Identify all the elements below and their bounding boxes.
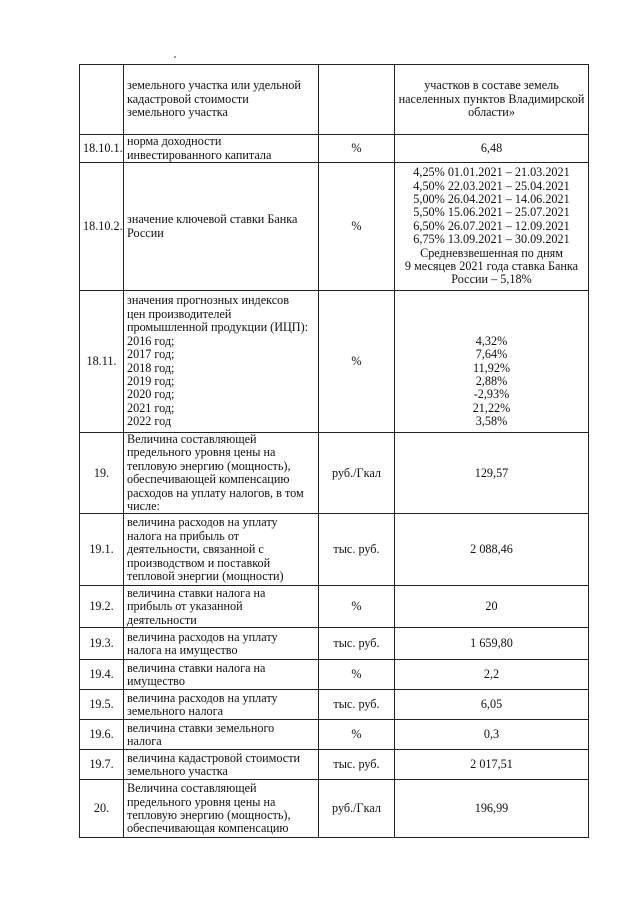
unit-cell: % [319, 135, 395, 163]
value-line: 1 659,80 [470, 636, 513, 651]
parameter-name-line: величина ставки налога на [127, 660, 266, 675]
scan-speck [174, 56, 176, 58]
value-line: -2,93% [473, 387, 510, 402]
value-line [398, 294, 585, 307]
parameter-name-line: 2017 год; [127, 347, 175, 362]
table-row [80, 65, 589, 135]
row-number: 19.4. [80, 660, 124, 690]
row-number: 19.5. [80, 690, 124, 720]
table-row [80, 660, 589, 690]
value-line: 2,88% [475, 373, 508, 388]
parameter-name-line: земельного участка [127, 105, 228, 120]
value-cell [395, 690, 589, 720]
table-row [80, 750, 589, 780]
value-cell [395, 433, 589, 514]
parameter-name-line: России [127, 225, 164, 240]
parameter-name [124, 660, 319, 690]
table-row [80, 780, 589, 838]
tariff-parameters-table [79, 64, 589, 838]
parameter-name-line: прибыль от указанной [127, 599, 243, 614]
parameter-name-line: инвестированного капитала [127, 147, 272, 162]
parameter-name [124, 65, 319, 135]
value-line: 9 месяцев 2021 года ставка Банка [404, 259, 579, 274]
parameter-name-line: величина расходов на уплату [127, 515, 278, 530]
value-line: 7,64% [475, 347, 508, 362]
value-line: 6,75% 13.09.2021 – 30.09.2021 [413, 232, 570, 247]
table-row [80, 514, 589, 586]
row-number: 19.7. [80, 750, 124, 780]
parameter-name [124, 291, 319, 433]
parameter-name-line: производством и поставкой [127, 555, 271, 570]
value-line: 21,22% [472, 400, 511, 415]
parameter-name-line: 2019 год; [127, 373, 175, 388]
value-line: 0,3 [483, 727, 500, 742]
value-line: Средневзвешенная по дням [420, 245, 563, 260]
value-line: 6,05 [480, 697, 503, 712]
value-line: 4,32% [475, 333, 508, 348]
parameter-name-line: норма доходности [127, 134, 222, 149]
parameter-name-line: 2021 год; [127, 400, 175, 415]
parameter-name-line: значения прогнозных индексов [127, 293, 290, 308]
value-line: 3,58% [475, 414, 508, 429]
parameter-name [124, 135, 319, 163]
parameter-name-line: значение ключевой ставки Банка [127, 212, 298, 227]
unit-cell: тыс. руб. [319, 750, 395, 780]
row-number: 18.10.1. [80, 135, 124, 163]
parameter-name-line: величина кадастровой стоимости [127, 750, 301, 765]
value-line: населенных пунктов Владимирской [398, 91, 585, 106]
parameter-name-line: величина ставки налога на [127, 585, 266, 600]
value-line: 20 [485, 599, 498, 614]
parameter-name-line: цен производителей [127, 306, 232, 321]
parameter-name-line: величина расходов на уплату [127, 629, 278, 644]
parameter-name-line: предельного уровня цены на [127, 445, 276, 460]
value-line: 6,48 [480, 140, 503, 155]
value-line: 2 017,51 [470, 757, 513, 772]
parameter-name [124, 750, 319, 780]
value-line: 6,50% 26.07.2021 – 12.09.2021 [413, 218, 570, 233]
row-number: 19.2. [80, 586, 124, 628]
table-row [80, 720, 589, 750]
table-row [80, 586, 589, 628]
table-body [80, 65, 589, 838]
table-row [80, 433, 589, 514]
value-cell [395, 163, 589, 291]
parameter-name-line: Величина составляющей [127, 432, 257, 446]
unit-cell: руб./Гкал [319, 433, 395, 514]
parameter-name-line: тепловую энергию (мощность), [127, 458, 291, 473]
value-line: 4,25% 01.01.2021 – 21.03.2021 [413, 165, 570, 180]
value-line: 5,00% 26.04.2021 – 14.06.2021 [413, 191, 570, 206]
parameter-name-line: предельного уровня цены на [127, 794, 276, 809]
parameter-name-line: кадастровой стоимости [127, 91, 249, 106]
parameter-name-line: имущество [127, 673, 185, 688]
parameter-name-line: налога на прибыль от [127, 528, 240, 543]
value-line [398, 308, 585, 321]
parameter-name-line: 2018 год; [127, 360, 175, 375]
table-row [80, 628, 589, 660]
value-cell [395, 628, 589, 660]
parameter-name-line: величина ставки земельного [127, 720, 275, 735]
parameter-name-line: промышленной продукции (ИЦП): [127, 320, 309, 335]
parameter-name [124, 163, 319, 291]
value-cell [395, 65, 589, 135]
parameter-name-line: деятельности [127, 612, 197, 627]
parameter-name [124, 720, 319, 750]
parameter-name-line: обеспечивающей компенсацию [127, 472, 290, 487]
parameter-name [124, 433, 319, 514]
parameter-name-line: тепловой энергии (мощности) [127, 569, 284, 584]
value-line: 2,2 [483, 667, 500, 682]
parameter-name-line: 2020 год; [127, 387, 175, 402]
parameter-name-line: налога на имущество [127, 642, 238, 657]
row-number: 19.6. [80, 720, 124, 750]
value-line: участков в составе земель [424, 78, 559, 93]
value-line [398, 321, 585, 334]
parameter-name-line: налога [127, 733, 162, 748]
table-row [80, 291, 589, 433]
parameter-name-line: земельного участка или удельной [127, 78, 301, 93]
table-row [80, 135, 589, 163]
unit-cell [319, 65, 395, 135]
parameter-name-line: обеспечивающая компенсацию [127, 821, 289, 836]
parameter-name-line: деятельности, связанной с [127, 542, 264, 557]
value-line: 196,99 [474, 801, 509, 816]
row-number [80, 65, 124, 135]
parameter-name [124, 690, 319, 720]
parameter-name [124, 780, 319, 838]
value-line: 11,92% [472, 360, 511, 375]
parameter-name-line: расходов на уплату налогов, в том [127, 485, 304, 500]
value-cell [395, 586, 589, 628]
unit-cell: руб./Гкал [319, 780, 395, 838]
parameter-name-line: тепловую энергию (мощность), [127, 807, 291, 822]
row-number: 18.11. [80, 291, 124, 433]
parameter-name-line: 2016 год; [127, 333, 175, 348]
value-cell [395, 750, 589, 780]
value-line: 5,50% 15.06.2021 – 25.07.2021 [413, 205, 570, 220]
unit-cell: тыс. руб. [319, 514, 395, 586]
value-cell [395, 660, 589, 690]
parameter-name [124, 586, 319, 628]
parameter-name-line: земельного налога [127, 703, 224, 718]
unit-cell: % [319, 291, 395, 433]
value-cell [395, 291, 589, 433]
value-cell [395, 720, 589, 750]
row-number: 19. [80, 433, 124, 514]
value-line: 4,50% 22.03.2021 – 25.04.2021 [413, 178, 570, 193]
parameter-name [124, 514, 319, 586]
table-row [80, 690, 589, 720]
parameter-name-line: числе: [127, 499, 160, 514]
value-line: России – 5,18% [451, 272, 532, 287]
row-number: 19.1. [80, 514, 124, 586]
unit-cell: % [319, 660, 395, 690]
value-line: 129,57 [474, 465, 509, 480]
value-line: 2 088,46 [470, 542, 513, 557]
unit-cell: % [319, 586, 395, 628]
value-line: области» [468, 105, 515, 120]
row-number: 18.10.2. [80, 163, 124, 291]
row-number: 20. [80, 780, 124, 838]
parameter-name-line: Величина составляющей [127, 781, 257, 796]
value-cell [395, 780, 589, 838]
unit-cell: тыс. руб. [319, 690, 395, 720]
unit-cell: тыс. руб. [319, 628, 395, 660]
unit-cell: % [319, 163, 395, 291]
parameter-name-line: 2022 год [127, 414, 172, 429]
row-number: 19.3. [80, 628, 124, 660]
value-cell [395, 514, 589, 586]
value-cell [395, 135, 589, 163]
parameter-name-line: земельного участка [127, 763, 228, 778]
parameter-name-line: величина расходов на уплату [127, 690, 278, 705]
unit-cell: % [319, 720, 395, 750]
table-row [80, 163, 589, 291]
parameter-name [124, 628, 319, 660]
